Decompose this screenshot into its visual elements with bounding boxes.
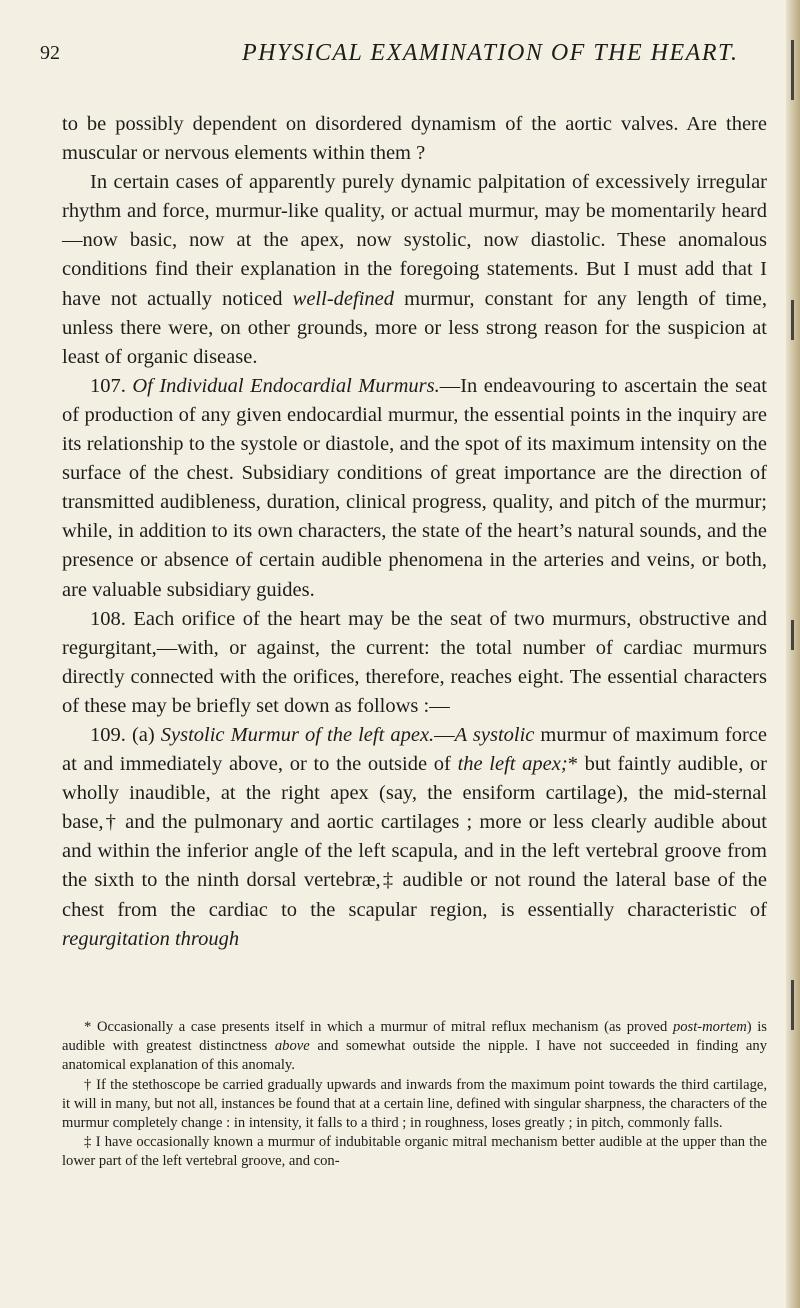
footnote-asterisk: [62, 1018, 767, 1076]
footnotes: [62, 1018, 767, 1172]
section-number: 107.: [90, 374, 126, 397]
section-text: * but faintly audible, or wholly inaudible, at the right apex (say, the ensiform cartilage), the mid-sternal base,† and the pulmonary and aortic cartilages ; more or less clearly audible about and within the inferior angle of the left scapula, and in the left vertebral groove from the sixth to the ninth dorsal vertebræ,‡ audible or not round the lateral base of the chest from the cardiac to the scapular region, is essentially characteristic of: [62, 753, 767, 921]
emphasis-text: post-mortem: [672, 1019, 747, 1035]
page-header: [0, 30, 800, 70]
binding-mark: [791, 980, 794, 1030]
emphasis-text: well-defined: [292, 287, 394, 310]
footnote-text: † If the stethoscope be carried gradually upwards and inwards from the maximum point towards the third cartilage, it will in many, but not all, instances be found that at a certain line, defined with singular sharpness, the characters of the murmur completely change : in intensity, it falls to a third ; in roughness, loses greatly ; in pitch, commonly falls.: [62, 1076, 767, 1132]
binding-mark: [791, 620, 794, 650]
footnote-text: and somewhat outside the nipple. I have not succeeded in finding any anatomical explanation of this anomaly.: [62, 1038, 767, 1074]
emphasis-text: regurgitation through: [62, 927, 240, 950]
footnote-text: * Occasionally a case presents itself in which a murmur of mitral reflux mechanism (as proved: [84, 1019, 673, 1035]
paragraph-text: In certain cases of apparently purely dynamic palpitation of excessively irregular rhythm and force, murmur-like quality, or actual murmur, may be momentarily heard—now basic, now at the apex, now systolic, now diastolic. These anomalous conditions find their explanation in the foregoing statements. But I must add that I have not actually noticed: [62, 171, 767, 310]
paragraph-text: murmur, constant for any length of time, unless there were, on other grounds, more or less strong reason for the suspicion at least of organic disease.: [62, 287, 767, 368]
section-title: Of Individual Endocardial Murmurs.: [132, 374, 440, 397]
emphasis-text: above: [274, 1038, 310, 1055]
footnote-dagger: [62, 1076, 767, 1134]
paragraph-continued: [62, 110, 767, 168]
body-text: [62, 110, 767, 954]
section-number: 108.: [90, 607, 126, 630]
footnote-double-dagger: [62, 1133, 767, 1171]
running-title: PHYSICAL EXAMINATION OF THE HEART.: [242, 40, 739, 66]
binding-mark: [791, 300, 794, 340]
section-109: [62, 721, 767, 954]
section-107: [62, 372, 767, 605]
section-number: 109.: [90, 723, 126, 746]
section-text: —In endeavouring to ascertain the seat of production of any given endocardial murmur, the essential points in the inquiry are its relationship to the systole or diastole, and the spot of its maximum intensity on the surface of the chest. Subsidiary conditions of great importance are the direction of transmitted audibleness, duration, clinical progress, quality, and pitch of the murmur; while, in addition to its own characters, the state of the heart’s natural sounds, and the presence or absence of certain audible phenomena in the arteries and veins, or both, are valuable subsidiary guides.: [62, 374, 767, 601]
dash: —: [434, 723, 455, 746]
section-title: Systolic Murmur of the left apex.: [160, 723, 435, 746]
paragraph-text: to be possibly dependent on disordered dynamism of the aortic valves. Are there muscular or nervous elements within them ?: [62, 113, 767, 165]
section-text: Each orifice of the heart may be the seat of two murmurs, obstructive and regurgitant,—with, or against, the current: the total number of cardiac murmurs directly connected with the orifices, therefore, reaches eight. The essential characters of these may be briefly set down as follows :—: [62, 607, 767, 717]
emphasis-text: the left apex;: [457, 753, 568, 776]
footnote-text: ‡ I have occasionally known a murmur of indubitable organic mitral mechanism better audible at the upper than the lower part of the left vertebral groove, and con-: [62, 1134, 767, 1170]
section-text: murmur of maximum force at and immediately above, or to the outside of: [62, 723, 767, 776]
section-108: [62, 605, 767, 721]
footnote-text: ) is audible with greatest distinctness: [62, 1019, 767, 1055]
page-number: 92: [40, 42, 60, 64]
emphasis-text: A systolic: [454, 723, 535, 746]
subsection-label: (a): [131, 723, 155, 746]
paragraph-dynamic-palpitation: [62, 168, 767, 372]
page-edge-binding: [786, 0, 800, 1308]
